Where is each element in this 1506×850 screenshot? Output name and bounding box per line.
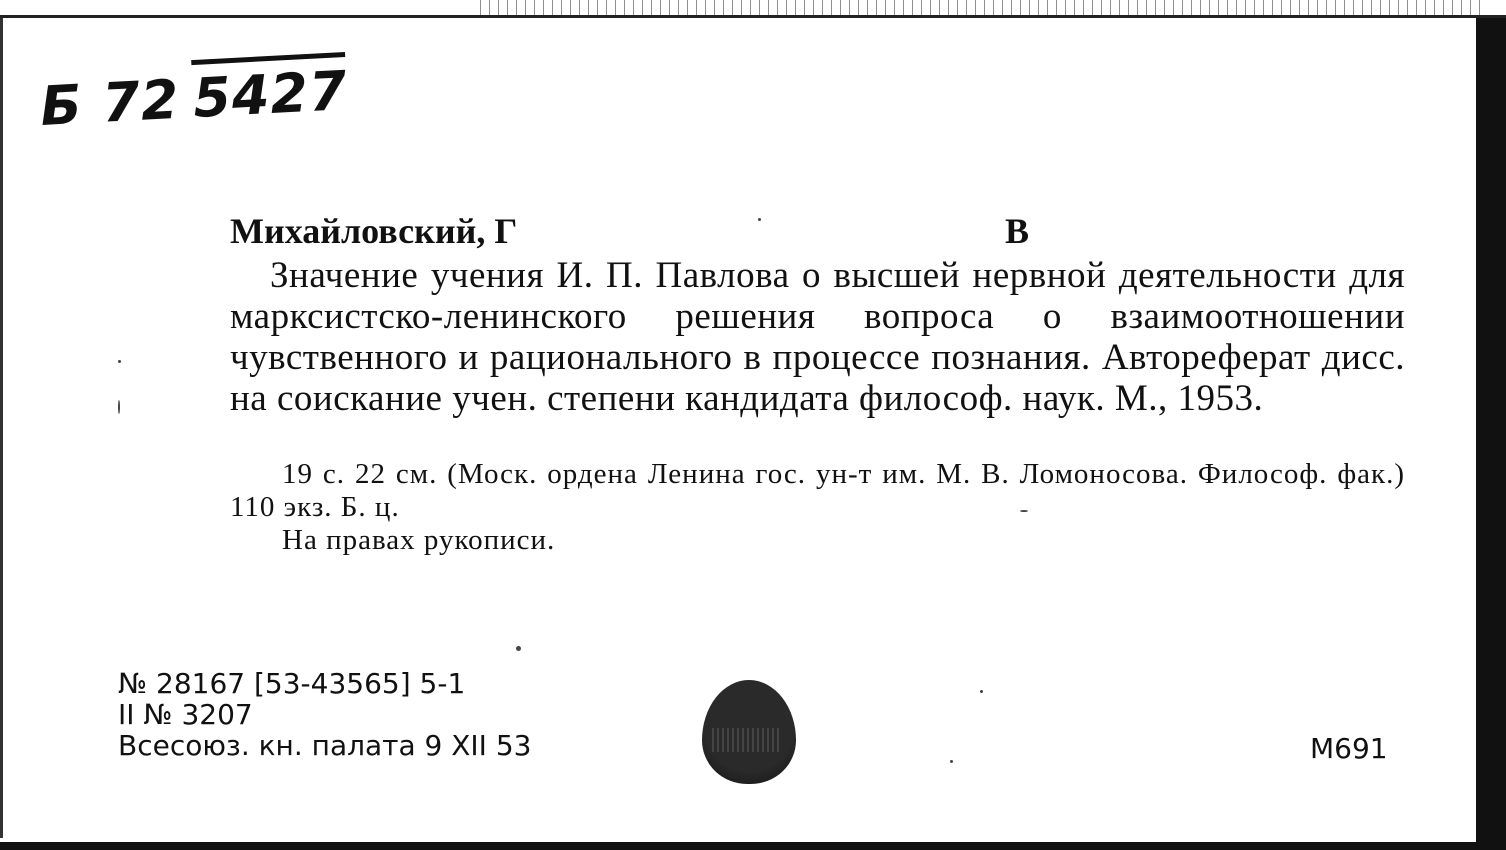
manuscript-note: На правах рукописи. — [282, 524, 556, 556]
shelfmark-number: 5427 — [191, 52, 349, 130]
speck — [516, 646, 521, 651]
speck — [980, 690, 983, 693]
speck — [950, 760, 953, 763]
registry-line-3: Всесоюз. кн. палата 9 XII 53 — [118, 729, 532, 762]
speck — [118, 400, 120, 414]
shelfmark-prefix: Б 72 — [38, 67, 181, 138]
author-initial: В — [1005, 211, 1030, 251]
physical-description-block — [230, 458, 1405, 524]
speck — [1020, 510, 1028, 512]
top-border — [0, 0, 1506, 22]
right-border — [1476, 18, 1506, 850]
punch-hole-texture — [712, 728, 782, 752]
registry-line-2: II № 3207 — [118, 698, 253, 731]
left-border — [0, 18, 3, 838]
speck — [118, 360, 121, 363]
registry-info — [118, 668, 531, 761]
author-surname: Михайловский, Г — [230, 211, 518, 251]
speck — [758, 218, 761, 221]
title-block — [230, 255, 1405, 419]
scan-ticks — [480, 0, 1480, 16]
physical-description: 19 с. 22 см. (Моск. ордена Ленина гос. ун-т им. М. В. Ломоносова. Философ. фак.) 110 экз. Б. ц. — [230, 458, 1405, 523]
print-code: М691 — [1310, 732, 1388, 765]
top-border-line — [0, 15, 1506, 18]
registry-line-1: № 28167 [53-43565] 5-1 — [118, 667, 466, 700]
right-border-edge — [1470, 18, 1476, 850]
bottom-border — [0, 842, 1506, 850]
title-text: Значение учения И. П. Павлова о высшей нервной деятельности для марксистско-ленинского решения вопроса о взаимоотношении чувственного и рационального в процессе познания. Автореферат дисс. на соискание учен. степени кандидата философ. наук. М., 1953. — [230, 255, 1405, 419]
